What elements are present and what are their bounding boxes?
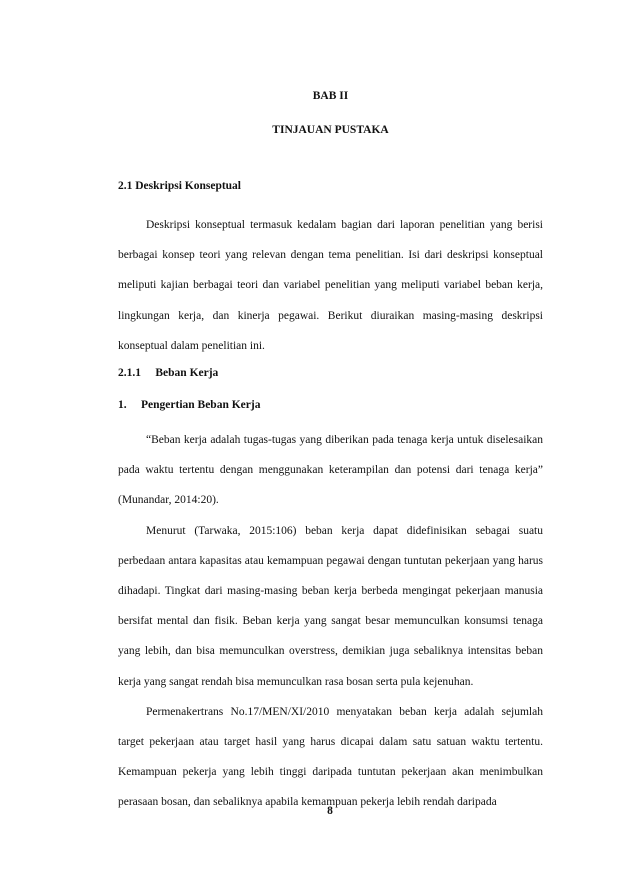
paragraph-definition-quote: “Beban kerja adalah tugas-tugas yang diberikan pada tenaga kerja untuk diselesaikan pada waktu tertentu dengan menggunakan keterampilan dan potensi dari tenaga kerja” (Munandar, 2014:20). [118, 434, 543, 507]
section-paragraph: Deskripsi konseptual termasuk kedalam bagian dari laporan penelitian yang berisi berbagai konsep teori yang relevan dengan tema penelitian. Isi dari deskripsi konseptual meliputi kajian berbagai teori dan variabel penelitian yang meliputi variabel beban kerja, lingkungan kerja, dan kinerja pegawai. Berikut diuraikan masing-masing deskripsi konseptual dalam penelitian ini. [118, 219, 543, 352]
chapter-title: TINJAUAN PUSTAKA [272, 124, 389, 136]
paragraph-tarwaka: Menurut (Tarwaka, 2015:106) beban kerja dapat didefinisikan sebagai suatu perbedaan antara kapasitas atau kemampuan pegawai dengan tuntutan pekerjaan yang harus dihadapi. Tingkat dari masing-masing beban kerja berbeda mengingat pekerjaan manusia bersifat mental dan fisik. Beban kerja yang sangat besar memunculkan konsumsi tenaga yang lebih, dan bisa memunculkan overstress, demikian juga sebaliknya intensitas beban kerja yang sangat rendah bisa memunculkan rasa bosan serta pula kejenuhan. [118, 524, 543, 688]
section-heading: 2.1 Deskripsi Konseptual [118, 180, 242, 192]
chapter-number: BAB II [312, 90, 349, 102]
page-content [118, 178, 543, 818]
paragraph-permenakertrans: Permenakertrans No.17/MEN/XI/2010 menyatakan beban kerja adalah sejumlah target pekerjaan atau target hasil yang harus dicapai dalam satu satuan waktu tertentu. Kemampuan pekerja yang lebih tinggi daripada tuntutan pekerjaan akan menimbulkan perasaan bosan, dan sebaliknya apabila kemampuan pekerja lebih rendah daripada [118, 705, 543, 809]
list-item-heading: 1. Pengertian Beban Kerja [118, 399, 261, 412]
subsection-heading: 2.1.1 Beban Kerja [118, 367, 219, 380]
page-number: 8 [327, 805, 333, 817]
